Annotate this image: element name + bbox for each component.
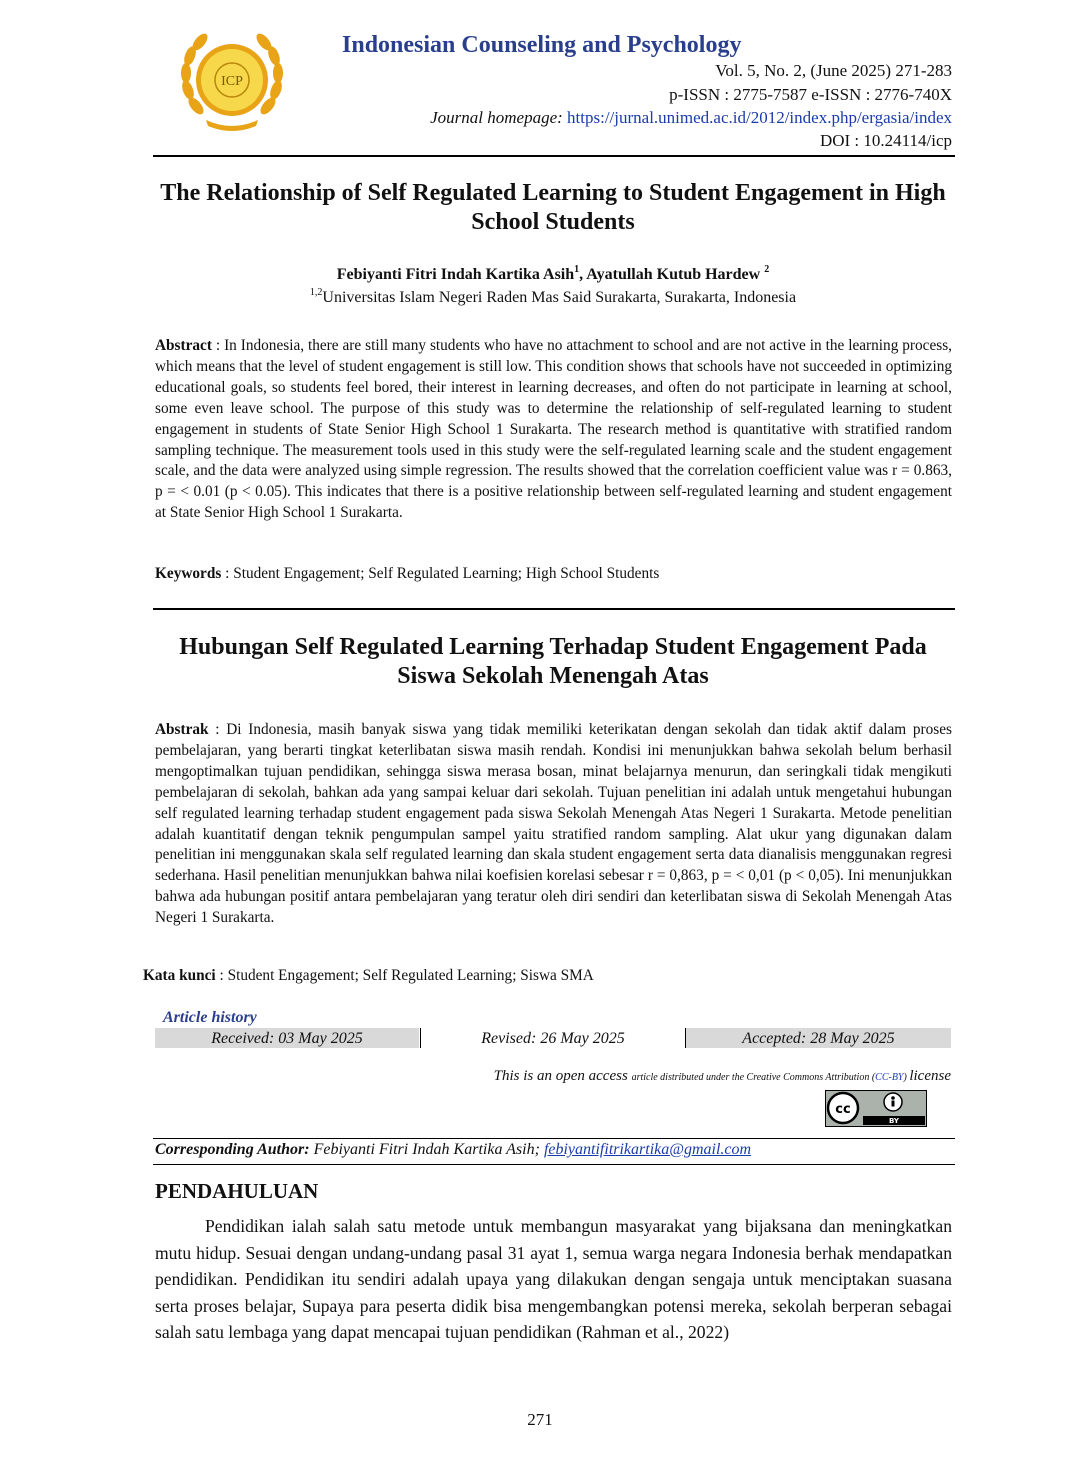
abstract-text: : In Indonesia, there are still many students who have no attachment to school and are not active in the learning process, which means that the level of student engagement is still low. This condition shows that schools have not succeeded in optimizing educational goals, so students feel bored, their interest in learning decreases, and often do not participate in learning at school, some even leave school. The purpose of this study was to determine the relationship of self-regulated learning to student engagement in students of State Senior High School 1 Surakarta. The research method is quantitative with stratified random sampling technique. The measurement tools used in this study were the self-regulated learning scale and the student engagement scale, and the data were analyzed using simple regression. The results showed that the correlation coefficient value was r = 0.863, p = < 0.01 (p < 0.05). This indicates that there is a positive relationship between self-regulated learning and student engagement at State Senior High School 1 Surakarta. [155, 337, 952, 522]
homepage-link[interactable]: https://jurnal.unimed.ac.id/2012/index.php/ergasia/index [567, 108, 952, 127]
author-list [150, 266, 956, 284]
license-text-3: ) [903, 1072, 910, 1083]
header-divider [153, 155, 955, 157]
volume-info: Vol. 5, No. 2, (June 2025) 271-283 [715, 61, 952, 80]
corresponding-email-link[interactable]: febiyantifitrikartika@gmail.com [543, 1141, 752, 1158]
section-divider [153, 608, 955, 610]
kata-kunci-label: Kata kunci [143, 967, 216, 984]
abstract-indonesian [155, 720, 952, 929]
corresponding-author [155, 1141, 751, 1159]
journal-logo [176, 28, 288, 132]
author-1: Febiyanti Fitri Indah Kartika Asih [336, 266, 575, 283]
keywords-label: Keywords [155, 565, 222, 582]
cc-text: cc [835, 1102, 851, 1117]
history-separator [685, 1028, 686, 1048]
introduction-paragraph: Pendidikan ialah salah satu metode untuk membangun masyarakat yang bijaksana dan meningkatkan mutu hidup. Sesuai dengan undang-undang pasal 31 ayat 1, semua warga negara Indonesia berhak mendapatkan pendidikan. Pendidikan itu sendiri adalah upaya yang dilakukan dengan sengaja untuk menciptakan suasana serta proses belajar, Supaya para peserta didik bisa mengembangkan potensi mereka, sekolah berperan sebagai salah satu lembaga yang dapat mencapai tujuan pendidikan (Rahman et al., 2022) [155, 1216, 952, 1342]
abstrak-text: : Di Indonesia, masih banyak siswa yang tidak memiliki keterikatan dengan sekolah dan tidak aktif dalam proses pembelajaran, yang berarti tingkat keterlibatan siswa masih rendah. Kondisi ini menunjukkan bahwa sekolah belum berhasil mengoptimalkan tujuan pendidikan, sehingga siswa merasa bosan, minat belajarnya menurun, dan seringkali tidak mengikuti pembelajaran di sekolah, bahkan ada yang sampai keluar dari sekolah. Tujuan penelitian ini adalah untuk mengetahui hubungan self regulated learning terhadap student engagement pada siswa Sekolah Menengah Atas Negeri 1 Surakarta. Metode penelitian adalah kuantitatif dengan teknik pengumpulan sampel yaitu stratified random sampling. Alat ukur yang digunakan dalam penelitian ini menggunakan skala self regulated learning dan skala student engagement serta data dianalisis menggunakan regresi sederhana. Hasil penelitian menunjukkan bahwa nilai koefisien korelasi sebesar r = 0,863, p = < 0,01 (p < 0,05). Ini menunjukkan bahwa ada hubungan positif antara pembelajaran yang teratur oleh diri sendiri dan keterlibatan siswa di Sekolah Menengah Atas Negeri 1 Surakarta. [155, 721, 952, 927]
doi-info: DOI : 10.24114/icp [819, 131, 952, 150]
article-history-title: Article history [163, 1009, 257, 1026]
corresponding-name: Febiyanti Fitri Indah Kartika Asih; [309, 1141, 544, 1158]
laurel-wreath-icon [176, 28, 288, 132]
abstract-english [155, 336, 952, 524]
corresponding-top-rule [153, 1138, 955, 1139]
keywords-text: : Student Engagement; Self Regulated Learning; High School Students [221, 565, 660, 582]
cc-by-badge[interactable] [825, 1090, 927, 1127]
abstract-label: Abstract [155, 337, 212, 354]
journal-name: Indonesian Counseling and Psychology [342, 32, 742, 58]
keywords-english [155, 565, 659, 583]
corresponding-bottom-rule [153, 1164, 955, 1165]
license-text-4: license [909, 1068, 951, 1084]
license-text-1: This is an open access [493, 1068, 632, 1084]
page-number: 271 [527, 1410, 553, 1429]
revised-date: Revised: 26 May 2025 [421, 1028, 685, 1048]
author-2: , Ayatullah Kutub Hardew [579, 266, 765, 283]
author-1-sup: 1 [574, 264, 580, 275]
paper-title-english: The Relationship of Self Regulated Learning to Student Engagement in High School Students [160, 180, 946, 235]
corresponding-label: Corresponding Author: [155, 1141, 310, 1158]
affiliation-sup: 1,2 [309, 287, 323, 298]
cc-by-link[interactable]: CC-BY [875, 1072, 904, 1083]
received-date: Received: 03 May 2025 [155, 1028, 419, 1048]
license-statement [494, 1068, 951, 1085]
by-text: BY [888, 1117, 900, 1125]
logo-monogram: ICP [221, 74, 243, 89]
issn-info: p-ISSN : 2775-7587 e-ISSN : 2776-740X [669, 85, 952, 104]
journal-homepage [430, 108, 952, 128]
kata-kunci-text: : Student Engagement; Self Regulated Learning; Siswa SMA [215, 967, 594, 984]
affiliation [150, 289, 956, 307]
affiliation-text: Universitas Islam Negeri Raden Mas Said Surakarta, Surakarta, Indonesia [322, 289, 797, 306]
history-separator [420, 1028, 421, 1048]
keywords-indonesian [143, 967, 594, 985]
abstrak-label: Abstrak [155, 721, 209, 738]
author-2-sup: 2 [764, 264, 770, 275]
article-history-row [155, 1028, 951, 1048]
accepted-date: Accepted: 28 May 2025 [686, 1028, 951, 1048]
section-heading: PENDAHULUAN [155, 1179, 319, 1203]
introduction-body [155, 1213, 952, 1346]
homepage-label: Journal homepage: [430, 108, 563, 127]
paper-title-indonesian: Hubungan Self Regulated Learning Terhadap Student Engagement Pada Siswa Sekolah Menengah Atas [179, 634, 927, 689]
license-text-2: article distributed under the Creative Commons Attribution ( [631, 1072, 876, 1083]
